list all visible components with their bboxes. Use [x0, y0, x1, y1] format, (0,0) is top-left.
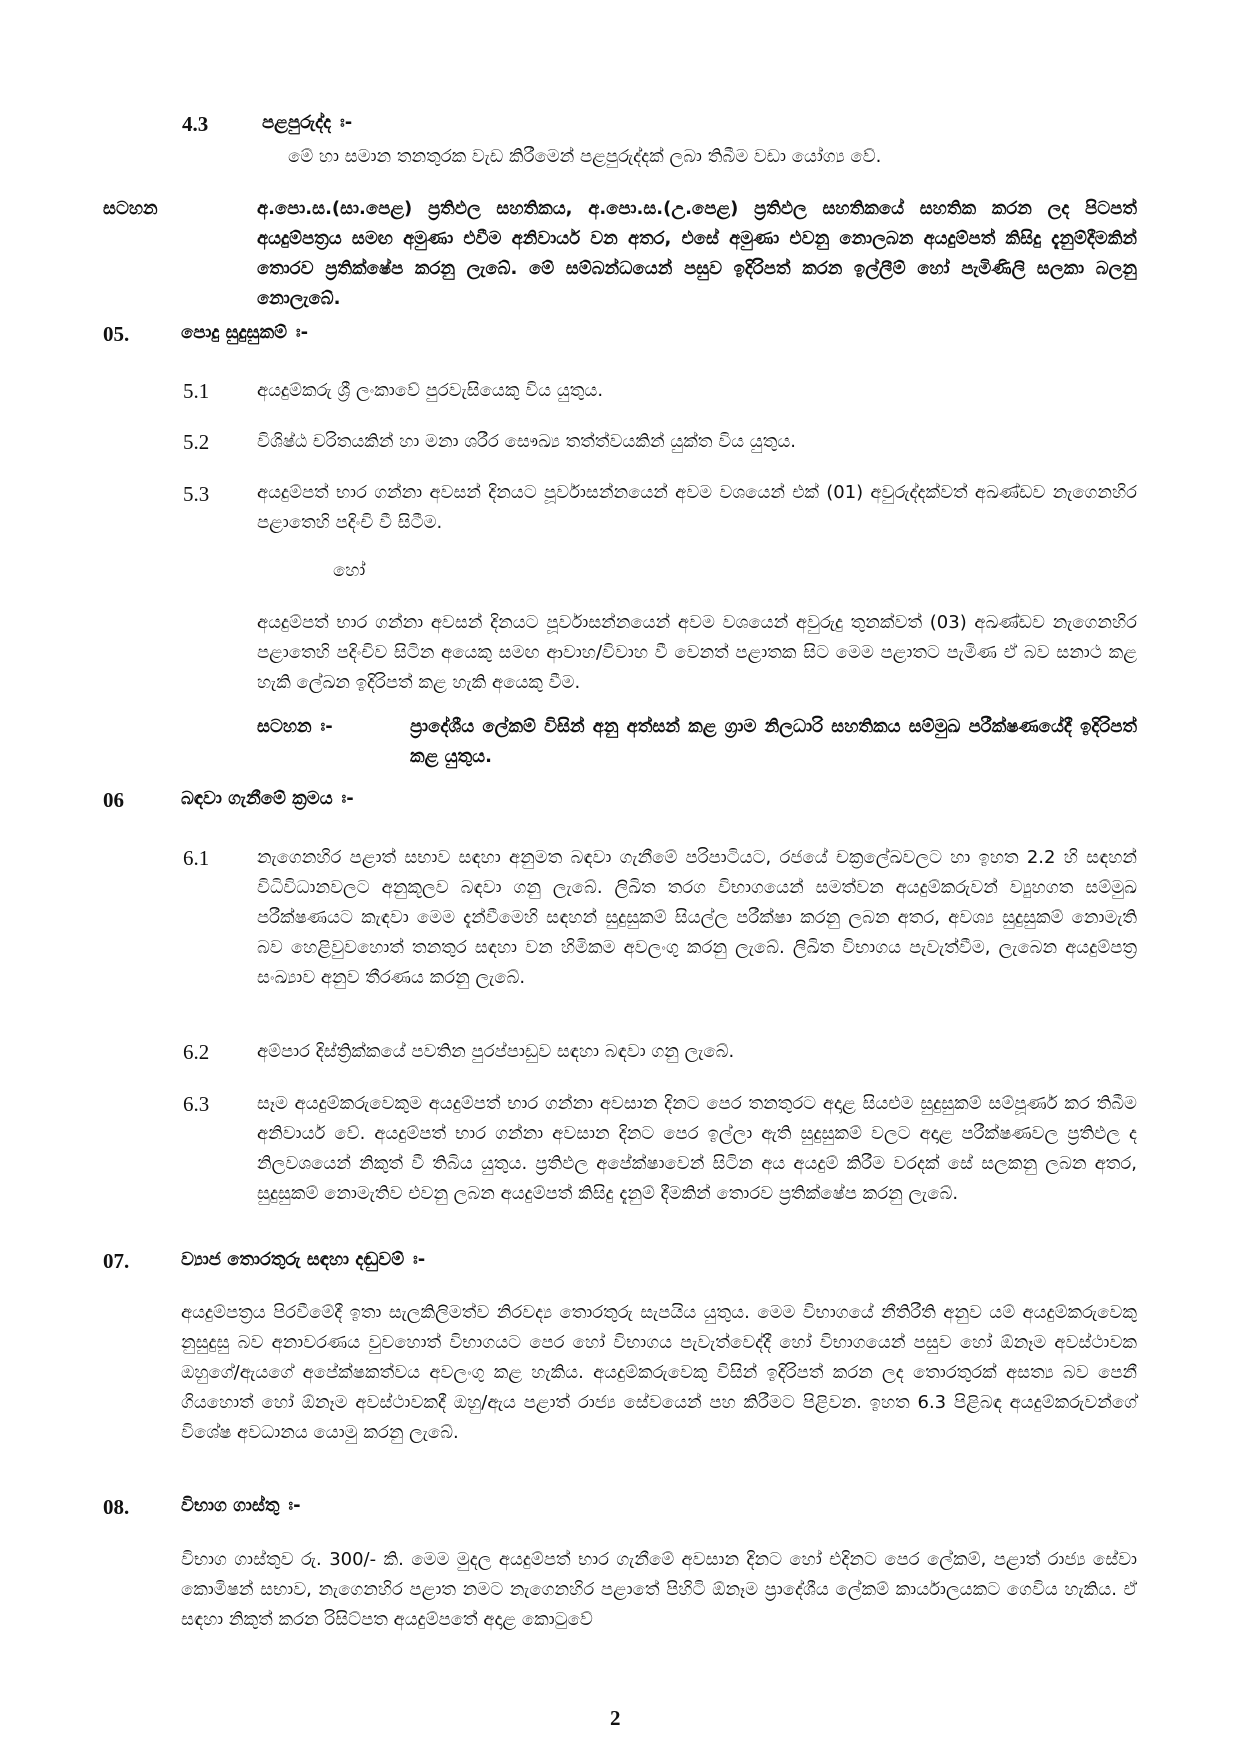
item-5-2-text: විශිෂ්ඨ චරිතයකින් හා මනා ශරීර සෞඛ්‍ය තත්ත්වයකින් යුක්ත විය යුතුය. [257, 431, 797, 452]
section-4-3-text: මේ හා සමාන තනතුරක වැඩ කිරීමෙන් පළපුරුද්දක් ලබා තිබීම වඩා යෝග්‍ය වේ. [288, 146, 882, 167]
item-6-1-number: 6.1 [183, 846, 210, 870]
section-07-text: අයදුම්පත්‍රය පිරවීමේදී ඉතා සැලකිලිමත්ව නිරවද්‍ය තොරතුරු සැපයිය යුතුය. මෙම විභාගයේ නීතිරීති අනුව යම් අයදුම්කරුවෙකු නුසුදුසු බව අනාවරණය වුවහොත් විභාගයට පෙර හෝ විභාගය පැවැත්වෙද්දී හෝ විභාගයෙන් පසුව හෝ ඕනෑම අවස්ථාවක ඔහුගේ/ඇයගේ අපේක්ෂකත්වය අවලංගු කළ හැකිය. අයදුම්කරුවෙකු විසින් ඉදිරිපත් කරන ලද තොරතුරක් අසත්‍ය බව පෙනී ගියහොත් හෝ ඕනෑම අවස්ථාවකදී ඔහු/ඇය පළාත් රාජ්‍ය සේවයෙන් පහ කිරීමට පිළිවන. ඉහත 6.3 පිළිබඳ අයදුම්කරුවන්ගේ විශේෂ අවධානය යොමු කරනු ලැබේ. [181, 1302, 1137, 1443]
note-label: සටහන [103, 198, 158, 219]
page-number: 2 [610, 1706, 621, 1730]
item-5-3-number: 5.3 [183, 482, 210, 506]
section-07-number: 07. [103, 1249, 130, 1273]
item-6-2-number: 6.2 [183, 1040, 210, 1064]
item-6-1-text: නැගෙනහිර පළාත් සභාව සඳහා අනුමත බඳවා ගැනීමේ පරිපාටියට, රජයේ චක්‍රලේඛවලට හා ඉහත 2.2 හි සඳහන් විධිවිධානවලට අනුකූලව බඳවා ගනු ලැබේ. ලිඛිත තරග විභාගයෙන් සමත්වන අයදුම්කරුවන් ව්‍යුහගත සම්මුඛ පරීක්ෂණයට කැඳවා මෙම දැන්වීමෙහි සඳහන් සුදුසුකම් සියල්ල පරීක්ෂා කරනු ලබන අතර, අවශ්‍ය සුදුසුකම් නොමැති බව හෙළිවුවහොත් තනතුර සඳහා වන හිමිකම අවලංගු කරනු ලැබේ. ලිඛිත විභාගය පැවැත්වීම, ලැබෙන අයදුම්පත්‍ර සංඛ්‍යාව අනුව තීරණය කරනු ලැබේ. [257, 847, 1137, 988]
item-6-3-text: සෑම අයදුම්කරුවෙකුම අයදුම්පත් භාර ගන්නා අවසාන දිනට පෙර තනතුරට අදාළ සියළුම සුදුසුකම් සම්පූර්ණ කර තිබීම අනිවාර්ය වේ. අයදුම්පත් භාර ගන්නා අවසාන දිනට පෙර ඉල්ලා ඇති සුදුසුකම් වලට අදාළ පරීක්ෂණවල ප්‍රතිඵල ද නිලවශයෙන් නිකුත් වී තිබිය යුතුය. ප්‍රතිඵල අපේක්ෂාවෙන් සිටින අය අයදුම් කිරීම වරදක් සේ සලකනු ලබන අතර, සුදුසුකම් නොමැතිව එවනු ලබන අයදුම්පත් කිසිදු දැනුම් දීමකින් තොරව ප්‍රතික්ෂේප කරනු ලැබේ. [257, 1093, 1137, 1204]
note-text: අ.පො.ස.(සා.පෙළ) ප්‍රතිඵල සහතිකය, අ.පො.ස.(උ.පෙළ) ප්‍රතිඵල සහතිකයේ සහතික කරන ලද පිටපත් අයදුම්පත්‍රය සමඟ අමුණා එවීම අනිවාර්ය වන අතර, එසේ අමුණා එවනු නොලබන අයදුම්පත් කිසිදු දැනුම්දීමකින් තොරව ප්‍රතික්ෂේප කරනු ලැබේ. මේ සම්බන්ධයෙන් පසුව ඉදිරිපත් කරන ඉල්ලීම් හෝ පැමිණිලි සලකා බලනු නොලැබේ. [257, 198, 1137, 309]
or-text: හෝ [333, 560, 366, 581]
section-05-number: 05. [103, 322, 130, 346]
residency-note-text: ප්‍රාදේශීය ලේකම් විසින් අනු අත්සන් කළ ග්‍රාම නිලධාරි සහතිකය සම්මුඛ පරීක්ෂණයේදී ඉදිරිපත් කළ යුතුය. [410, 716, 1137, 767]
residency-note-label: සටහන ඃ- [257, 716, 333, 737]
alternative-residency-text: අයදුම්පත් භාර ගන්නා අවසන් දිනයට පූර්වාසන්නයෙන් අවම වශයෙන් අවුරුදු තුනක්වත් (03) අඛණ්ඩව නැගෙනහිර පළාතෙහි පදිංචිව සිටින අයෙකු සමඟ ආවාහ/විවාහ වී වෙනත් පළාතක සිට මෙම පළාතට පැමිණ ඒ බව සනාථ කළ හැකි ලේඛන ඉදිරිපත් කළ හැකි අයෙකු වීම. [257, 612, 1137, 693]
item-5-1-number: 5.1 [183, 379, 210, 403]
section-08-text: විභාග ගාස්තුව රු. 300/- කි. මෙම මුදල අයදුම්පත් භාර ගැනීමේ අවසාන දිනට හෝ එදිනට පෙර ලේකම්, පළාත් රාජ්‍ය සේවා කොමිෂන් සභාව, නැගෙනහිර පළාත නමට නැගෙනහිර පළාතේ පිහිටි ඕනෑම ප්‍රාදේශීය ලේකම් කාර්යාලයකට ගෙවිය හැකිය. ඒ සඳහා නිකුත් කරන රිසිට්පත අයදුම්පතේ අදාළ කොටුවේ [181, 1549, 1137, 1630]
item-6-3-number: 6.3 [183, 1092, 210, 1116]
section-4-3-title: පළපුරුද්ද ඃ- [262, 112, 353, 133]
section-06-number: 06 [103, 788, 124, 812]
section-08-number: 08. [103, 1495, 130, 1519]
item-5-1-text: අයදුම්කරු ශ්‍රී ලංකාවේ පුරවැසියෙකු විය යුතුය. [257, 380, 604, 401]
item-5-2-number: 5.2 [183, 430, 210, 454]
item-6-2-text: අම්පාර දිස්ත්‍රික්කයේ පවතින පුරප්පාඩුව සඳහා බඳවා ගනු ලැබේ. [257, 1041, 735, 1062]
section-4-3-number: 4.3 [182, 112, 209, 136]
section-08-title: විභාග ගාස්තු ඃ- [181, 1495, 301, 1516]
item-5-3-text: අයදුම්පත් භාර ගන්නා අවසන් දිනයට පූර්වාසන්නයෙන් අවම වශයෙන් එක් (01) අවුරුද්දක්වත් අඛණ්ඩව නැගෙනහිර පළාතෙහි පදිංචි වී සිටීම. [257, 482, 1137, 533]
section-05-title: පොදු සුදුසුකම් ඃ- [181, 322, 309, 343]
section-06-title: බඳවා ගැනීමේ ක්‍රමය ඃ- [181, 788, 354, 809]
section-07-title: ව්‍යාජ තොරතුරු සඳහා දඬුවම් ඃ- [181, 1249, 426, 1270]
